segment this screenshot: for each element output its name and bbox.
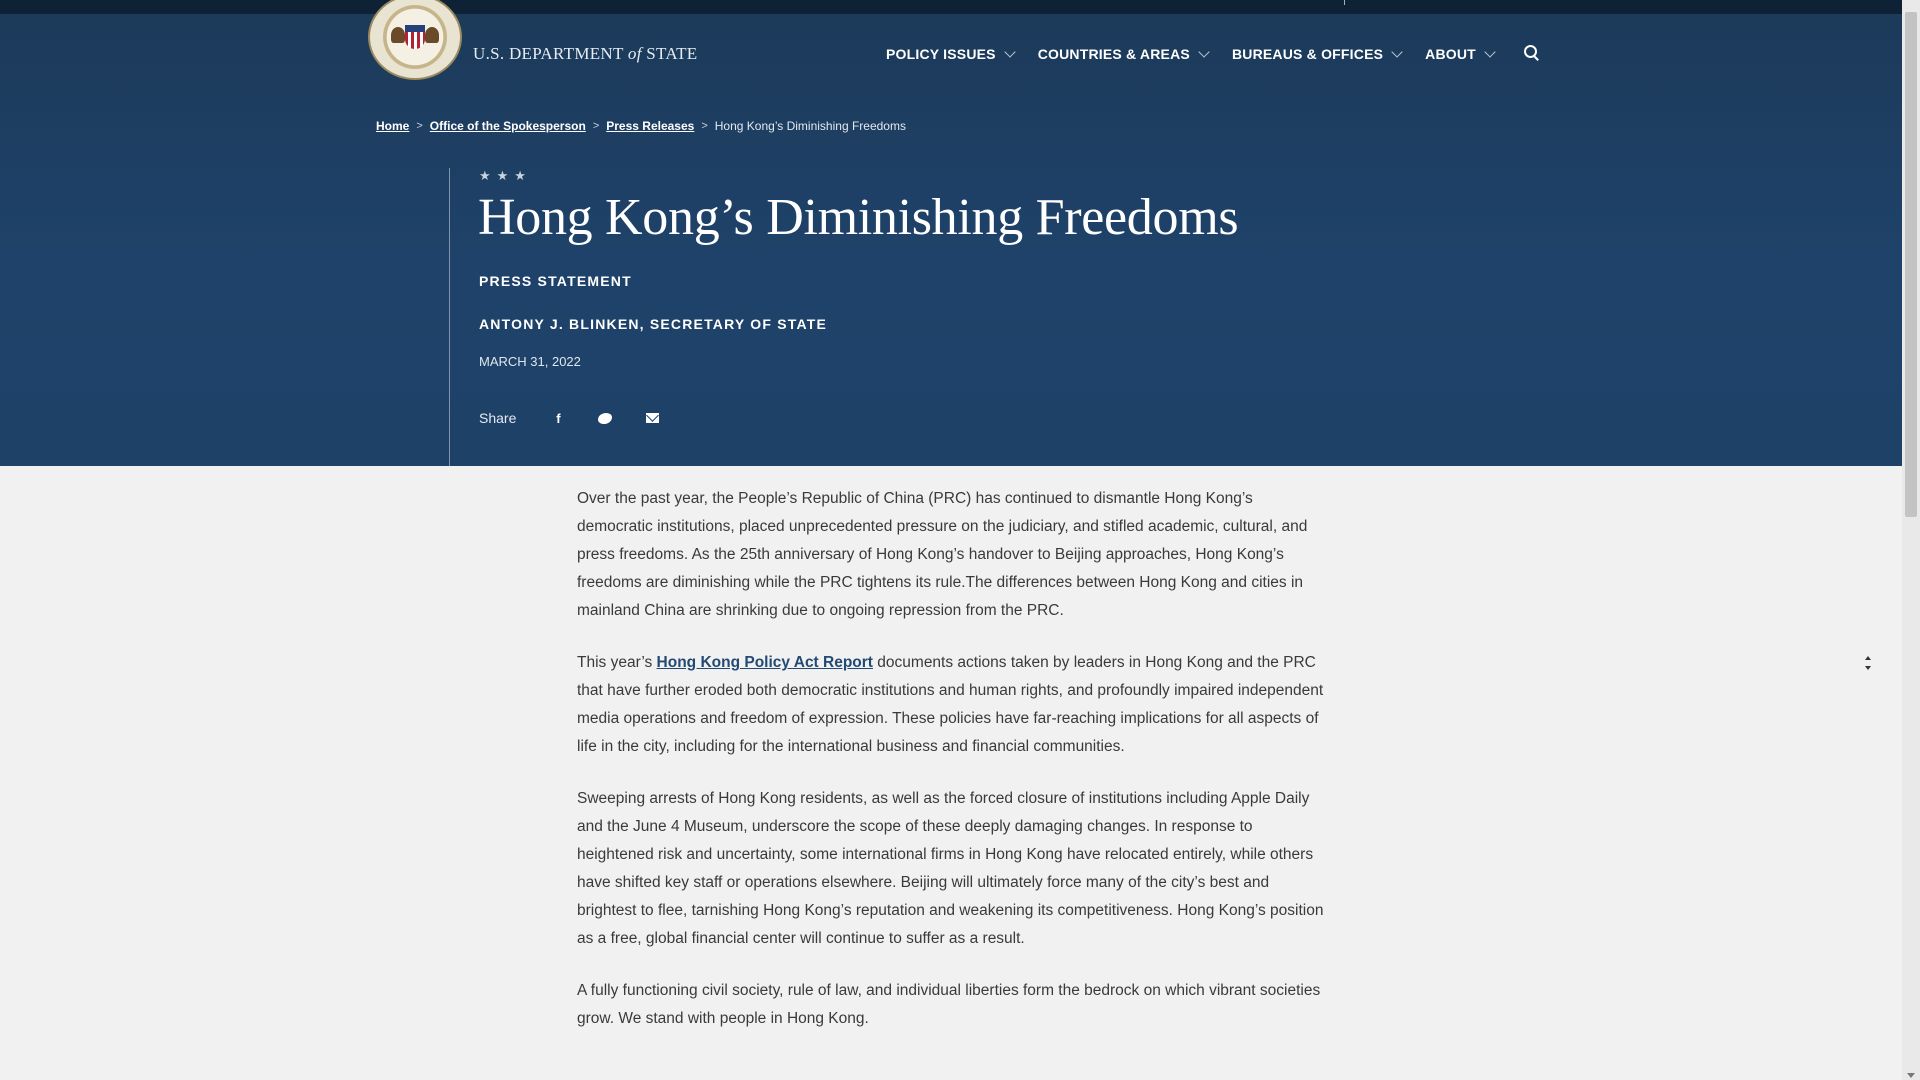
- paragraph-text: documents actions taken by leaders in Hong Kong and the PRC that have further eroded both democratic institutions and human rights, and profoundly impaired independent media operations and freedom of expression. These policies have far-reaching implications for all aspects of life in the city, including for the international business and financial communities.: [577, 654, 1324, 755]
- chevron-down-icon: [1484, 46, 1495, 57]
- article-body: [577, 485, 1327, 1057]
- nav-bureaus-offices[interactable]: [1232, 46, 1401, 62]
- breadcrumb-current: Hong Kong’s Diminishing Freedoms: [714, 119, 906, 133]
- statement-type-label: PRESS STATEMENT: [479, 273, 632, 289]
- site-title-post: STATE: [641, 44, 698, 63]
- chevron-down-icon: [1391, 46, 1402, 57]
- nav-label: ABOUT: [1425, 46, 1476, 62]
- site-title-of: of: [627, 44, 642, 63]
- share-label: Share: [479, 410, 517, 426]
- scrollbar-thumb[interactable]: [1905, 12, 1917, 517]
- author-label: ANTONY J. BLINKEN, SECRETARY OF STATE: [479, 316, 828, 332]
- search-icon[interactable]: [1524, 45, 1540, 61]
- state-department-seal-logo[interactable]: [368, 0, 462, 80]
- nav-countries-areas[interactable]: [1038, 46, 1208, 62]
- mail-icon: [646, 413, 659, 423]
- facebook-icon: f: [556, 410, 561, 426]
- stars-decoration: ★★★: [479, 168, 532, 183]
- nav-label: POLICY ISSUES: [886, 46, 996, 62]
- site-title[interactable]: [473, 44, 697, 64]
- breadcrumb-spokesperson[interactable]: Office of the Spokesperson: [429, 119, 586, 133]
- resize-handle-icon[interactable]: [1865, 656, 1873, 670]
- breadcrumb: [376, 119, 906, 133]
- page-scrollbar[interactable]: [1902, 0, 1920, 1080]
- nav-policy-issues[interactable]: [886, 46, 1014, 62]
- eagle-emblem-icon: [395, 17, 435, 57]
- main-nav: [886, 46, 1518, 62]
- hero-vertical-rule: [449, 168, 450, 466]
- topbar-divider: [1344, 0, 1345, 5]
- hero-banner: [0, 0, 1902, 466]
- breadcrumb-separator: >: [592, 120, 600, 132]
- chevron-down-icon: [1198, 46, 1209, 57]
- site-title-pre: U.S. DEPARTMENT: [473, 44, 628, 63]
- scroll-down-arrow-icon[interactable]: [1907, 1073, 1915, 1078]
- article-paragraph: [577, 649, 1327, 761]
- paragraph-text: This year’s: [577, 654, 657, 671]
- article-paragraph: Sweeping arrests of Hong Kong residents, as well as the forced closure of institutions including Apple Daily and the June 4 Museum, underscore the scope of these deeply damaging changes. In response to heightened risk and uncertainty, some international firms in Hong Kong have relocated entirely, while others have shifted key staff or operations elsewhere. Beijing will ultimately force many of the city’s best and brightest to flee, tarnishing Hong Kong’s reputation and weakening its competitiveness. Hong Kong’s position as a free, global financial center will continue to suffer as a result.: [577, 790, 1324, 947]
- twitter-icon: [598, 413, 612, 424]
- article-paragraph: Over the past year, the People’s Republic of China (PRC) has continued to dismantle Hong Kong’s democratic institutions, placed unprecedented pressure on the judiciary, and stifled academic, cultural, and press freedoms. As the 25th anniversary of Hong Kong’s handover to Beijing approaches, Hong Kong’s freedoms are diminishing while the PRC tightens its rule.The differences between Hong Kong and cities in mainland China are shrinking due to ongoing repression from the PRC.: [577, 490, 1308, 619]
- policy-act-report-link[interactable]: Hong Kong Policy Act Report: [656, 654, 873, 671]
- chevron-down-icon: [1004, 46, 1015, 57]
- nav-about[interactable]: [1425, 46, 1494, 62]
- breadcrumb-home[interactable]: Home: [376, 119, 410, 133]
- share-bar: [479, 408, 664, 428]
- page-title: Hong Kong’s Diminishing Freedoms: [478, 189, 1239, 246]
- nav-label: BUREAUS & OFFICES: [1231, 46, 1384, 62]
- article-paragraph: A fully functioning civil society, rule of law, and individual liberties form the bedrock on which vibrant societies grow. We stand with people in Hong Kong.: [577, 982, 1321, 1027]
- twitter-share-button[interactable]: [593, 408, 617, 428]
- breadcrumb-press-releases[interactable]: Press Releases: [606, 119, 695, 133]
- breadcrumb-separator: >: [701, 120, 708, 132]
- facebook-share-button[interactable]: [546, 408, 570, 428]
- nav-label: COUNTRIES & AREAS: [1037, 46, 1190, 62]
- breadcrumb-separator: >: [416, 120, 423, 132]
- email-share-button[interactable]: [640, 408, 664, 428]
- publish-date: MARCH 31, 2022: [479, 354, 581, 369]
